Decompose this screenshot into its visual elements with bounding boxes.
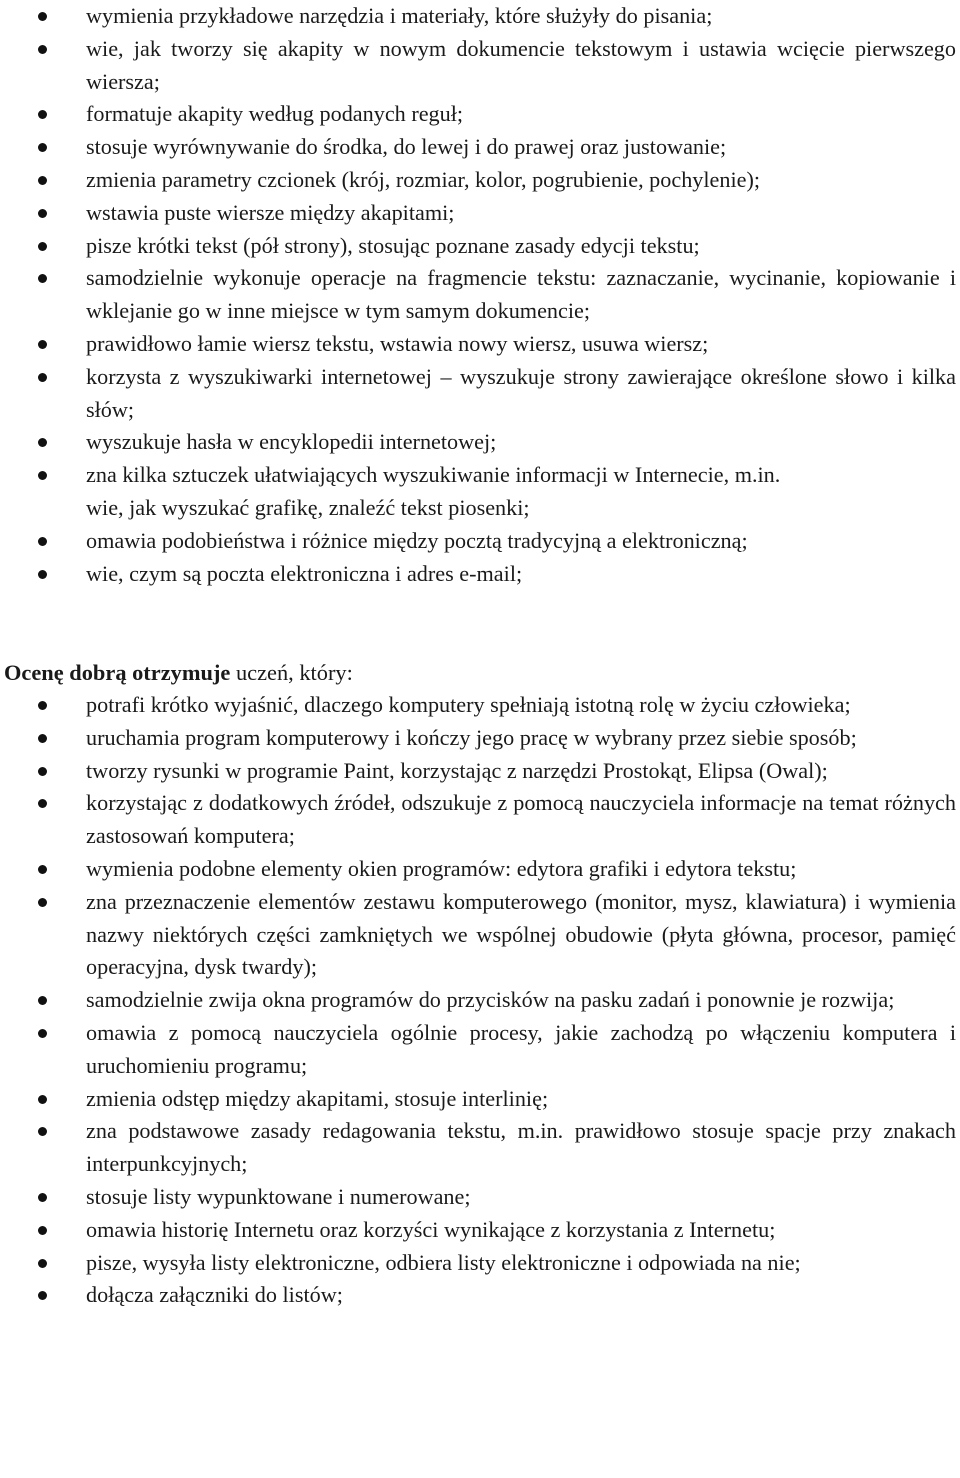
bullet-icon <box>38 12 47 21</box>
list-item-text: wyszukuje hasła w encyklopedii internetowej; <box>86 429 497 455</box>
list-item <box>0 1017 960 1083</box>
list-item <box>0 131 960 164</box>
bullet-icon <box>38 537 47 546</box>
bullet-icon <box>38 471 47 480</box>
bullet-icon <box>38 1095 47 1104</box>
bullet-icon <box>38 340 47 349</box>
list-item-text: zna kilka sztuczek ułatwiających wyszukiwanie informacji w Internecie, m.in. <box>86 462 781 488</box>
list-item-text: wie, czym są poczta elektroniczna i adres e-mail; <box>86 560 523 586</box>
section-heading-rest: uczeń, który: <box>230 660 353 685</box>
list-item-text: samodzielnie wykonuje operacje na fragmencie tekstu: zaznaczanie, wycinanie, kopiowanie i wklejanie go w inne miejsce w tym samym dokumencie; <box>86 265 956 324</box>
criteria-list-top <box>0 0 960 590</box>
list-item-text: omawia z pomocą nauczyciela ogólnie procesy, jakie zachodzą po włączeniu komputera i uruchomieniu programu; <box>86 1019 956 1078</box>
list-item <box>0 853 960 886</box>
list-item-text: wie, jak wyszukać grafikę, znaleźć tekst piosenki; <box>86 494 530 520</box>
bullet-icon <box>38 242 47 251</box>
bullet-icon <box>38 1259 47 1268</box>
list-item <box>0 33 960 99</box>
bullet-icon <box>38 438 47 447</box>
list-item <box>0 886 960 984</box>
bullet-icon <box>38 1291 47 1300</box>
list-item-text: dołącza załączniki do listów; <box>86 1282 343 1308</box>
bullet-icon <box>38 274 47 283</box>
list-item-text: wymienia podobne elementy okien programów: edytora grafiki i edytora tekstu; <box>86 855 797 881</box>
list-item <box>0 164 960 197</box>
list-item-text: zmienia odstęp między akapitami, stosuje interlinię; <box>86 1085 549 1111</box>
list-item-text: zmienia parametry czcionek (krój, rozmiar, kolor, pogrubienie, pochylenie); <box>86 166 761 192</box>
list-item <box>0 984 960 1017</box>
list-item <box>0 525 960 558</box>
list-item <box>0 689 960 722</box>
list-item-text: samodzielnie zwija okna programów do przycisków na pasku zadań i ponownie je rozwija; <box>86 987 895 1013</box>
list-item-text: omawia podobieństwa i różnice między pocztą tradycyjną a elektroniczną; <box>86 527 748 553</box>
bullet-icon <box>38 701 47 710</box>
list-item <box>0 1247 960 1280</box>
bullet-icon <box>38 1029 47 1038</box>
list-item-text: wie, jak tworzy się akapity w nowym dokumencie tekstowym i ustawia wcięcie pierwszego wiersza; <box>86 35 956 94</box>
bullet-icon <box>38 1193 47 1202</box>
list-item-text: korzystając z dodatkowych źródeł, odszukuje z pomocą nauczyciela informacje na temat różnych zastosowań komputera; <box>86 790 956 849</box>
list-item <box>0 1115 960 1181</box>
list-item <box>0 459 960 492</box>
list-item <box>0 492 960 525</box>
bullet-icon <box>38 45 47 54</box>
list-item-text: formatuje akapity według podanych reguł; <box>86 101 464 127</box>
list-item-text: korzysta z wyszukiwarki internetowej – wyszukuje strony zawierające określone słowo i kilka słów; <box>86 363 956 422</box>
bullet-icon <box>38 209 47 218</box>
criteria-list-bottom <box>0 689 960 1312</box>
list-item-text: omawia historię Internetu oraz korzyści wynikające z korzystania z Internetu; <box>86 1216 776 1242</box>
list-item <box>0 197 960 230</box>
list-item <box>0 361 960 427</box>
list-item-text: wstawia puste wiersze między akapitami; <box>86 199 455 225</box>
list-item <box>0 1279 960 1312</box>
list-item-text: pisze, wysyła listy elektroniczne, odbiera listy elektroniczne i odpowiada na nie; <box>86 1249 801 1275</box>
section-heading <box>4 658 353 688</box>
bullet-icon <box>38 1226 47 1235</box>
list-item <box>0 755 960 788</box>
list-item-text: stosuje wyrównywanie do środka, do lewej i do prawej oraz justowanie; <box>86 134 727 160</box>
bullet-icon <box>38 176 47 185</box>
list-item <box>0 426 960 459</box>
list-item-text: pisze krótki tekst (pół strony), stosując poznane zasady edycji tekstu; <box>86 232 700 258</box>
list-item-text: tworzy rysunki w programie Paint, korzystając z narzędzi Prostokąt, Elipsa (Owal); <box>86 757 828 783</box>
list-item <box>0 1181 960 1214</box>
list-item <box>0 1214 960 1247</box>
bullet-icon <box>38 1127 47 1136</box>
list-item <box>0 1083 960 1116</box>
bullet-icon <box>38 996 47 1005</box>
bullet-icon <box>38 570 47 579</box>
list-item-text: potrafi krótko wyjaśnić, dlaczego komputery spełniają istotną rolę w życiu człowieka; <box>86 692 851 717</box>
list-item-text: zna podstawowe zasady redagowania tekstu, m.in. prawidłowo stosuje spacje przy znakach interpunkcyjnych; <box>86 1118 956 1177</box>
bullet-icon <box>38 143 47 152</box>
list-item-text: zna przeznaczenie elementów zestawu komputerowego (monitor, mysz, klawiatura) i wymienia nazwy niektórych części zamkniętych we wspólnej obudowie (płyta główna, procesor, pamięć operacyjna, dysk twardy); <box>86 888 956 980</box>
bullet-icon <box>38 110 47 119</box>
list-item-text: stosuje listy wypunktowane i numerowane; <box>86 1183 471 1209</box>
bullet-icon <box>38 767 47 776</box>
list-item <box>0 262 960 328</box>
bullet-icon <box>38 898 47 907</box>
list-item <box>0 722 960 755</box>
list-item <box>0 558 960 591</box>
section-heading-bold: Ocenę dobrą otrzymuje <box>4 660 231 685</box>
bullet-icon <box>38 865 47 874</box>
list-item-text: uruchamia program komputerowy i kończy jego pracę w wybrany przez siebie sposób; <box>86 724 857 750</box>
list-item <box>0 230 960 263</box>
list-item-text: wymienia przykładowe narzędzia i materiały, które służyły do pisania; <box>86 3 713 28</box>
list-item-text: prawidłowo łamie wiersz tekstu, wstawia nowy wiersz, usuwa wiersz; <box>86 330 709 356</box>
bullet-icon <box>38 373 47 382</box>
bullet-icon <box>38 734 47 743</box>
list-item <box>0 98 960 131</box>
list-item <box>0 0 960 33</box>
list-item <box>0 787 960 853</box>
list-item <box>0 328 960 361</box>
bullet-icon <box>38 799 47 808</box>
